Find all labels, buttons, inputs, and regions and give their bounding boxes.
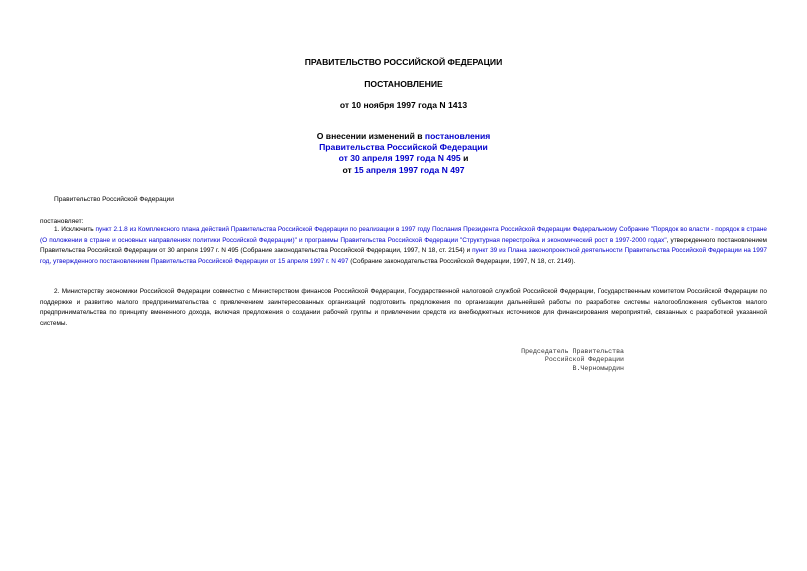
signature-country: Российской Федерации xyxy=(544,356,624,364)
signature-block xyxy=(430,348,624,373)
signature-position: Председатель Правительства xyxy=(521,348,624,355)
header-organization: ПРАВИТЕЛЬСТВО РОССИЙСКОЙ ФЕДЕРАЦИИ xyxy=(304,57,503,67)
resolves-line: постановляет: xyxy=(40,218,84,225)
title-text: О внесении изменений в xyxy=(316,131,425,141)
title-link-resolutions[interactable]: постановления xyxy=(424,131,491,141)
title-line-4 xyxy=(0,165,807,176)
document-type: ПОСТАНОВЛЕНИЕ xyxy=(364,79,443,89)
title-line-1 xyxy=(0,131,807,142)
title-text-and: и xyxy=(460,153,469,164)
title-link-government[interactable]: Правительства Российской Федерации xyxy=(319,142,488,153)
title-link-resolution-497[interactable]: 15 апреля 1997 года N 497 xyxy=(354,164,465,175)
document-date: от 10 ноября 1997 года N 1413 xyxy=(339,100,468,110)
paragraph-1 xyxy=(40,225,767,267)
paragraph-1-middle: , утвержденного постановлением Правительства Российской Федерации от 30 апреля 1997 г. N 495 (Собрание законодательства Российской Федерации, 1997, N 18, ст. 2154) и xyxy=(40,236,767,255)
title-line-3 xyxy=(0,153,807,164)
title-link-resolution-495[interactable]: от 30 апреля 1997 года N 495 xyxy=(338,153,461,164)
title-line-2 xyxy=(0,142,807,153)
title-text-from: от xyxy=(342,164,355,175)
document-title xyxy=(0,131,807,176)
paragraph-1-end: (Собрание законодательства Российской Федерации, 1997, N 18, ст. 2149). xyxy=(348,257,576,265)
paragraph-2: 2. Министерству экономики Российской Федерации совместно с Министерством финансов Российской Федерации, Государственной налоговой службой Российской Федерации, Государственным комитетом Российской Федерации по поддержке и развитию малого предпринимательства с привлечением заинтересованных организаций подготовить предложения по организации дальнейшей работы по разработке системы налогообложения субъектов малого предпринимательства по принципу вмененного дохода, включая предложения о создании рабочей группы и привлечении средств из внебюджетных источников для финансирования мероприятий, связанных с разработкой указанной системы. xyxy=(40,288,767,327)
issuer-line: Правительство Российской Федерации xyxy=(54,196,174,203)
link-clause-2-1-8[interactable]: пункт 2.1.8 из Комплексного плана действий Правительства Российской Федерации по реализации в 1997 году Послания Президента Российской Федерации Федеральному Собрание "Порядок во власти - порядок в стране (О положении в стране и основных направлениях политики Российской Федерации)" и программы Правительства Российской Федерации "Структурная перестройка и экономический рост в 1997-2000 годах" xyxy=(40,226,767,244)
paragraph-1-intro: 1. Исключить xyxy=(54,226,96,233)
link-clause-39[interactable]: пункт 39 из Плана законопроектной деятельности Правительства Российской Федерации на 1997 год, утвержденного постановлением Правительства Российской Федерации от 15 апреля 1997 г. N 497 xyxy=(40,247,767,265)
signature-name: В.Черномырдин xyxy=(572,364,624,372)
